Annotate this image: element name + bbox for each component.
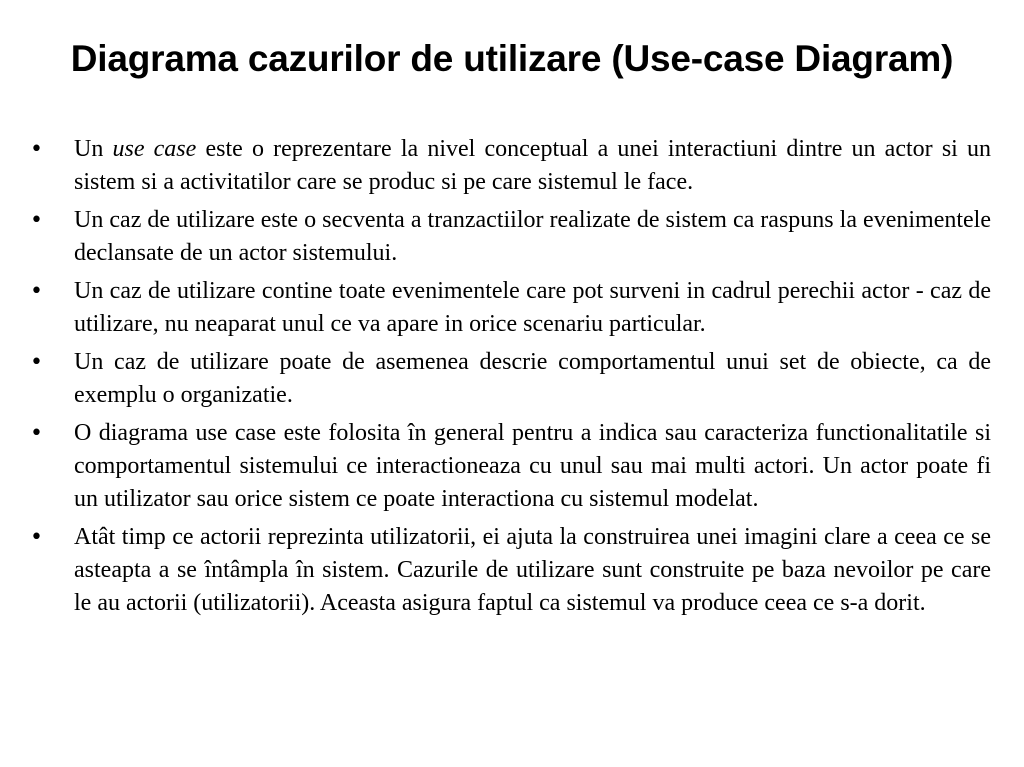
bullet-text-1-prefix: Un	[74, 136, 113, 162]
bullet-text-3: Un caz de utilizare contine toate evenimentele care pot surveni in cadrul perechii actor - caz de utilizare, nu neaparat unul ce va apare in orice scenariu particular.	[74, 278, 991, 337]
bullet-dot-icon: •	[30, 525, 43, 550]
bullet-text-6: Atât timp ce actorii reprezinta utilizatorii, ei ajuta la construirea unei imagini clare a ceea ce se asteapta a se întâmpla în sistem. Cazurile de utilizare sunt construite pe baza nevoilor pe care le au actorii (utilizatorii). Aceasta asigura faptul ca sistemul va produce ceea ce s-a dorit.	[74, 524, 991, 616]
bullet-text-1-rest: este o reprezentare la nivel conceptual a unei interactiuni dintre un actor si un sistem si a activitatilor care se produc si pe care sistemul le face.	[74, 136, 991, 195]
bullet-item-1	[30, 133, 991, 199]
bullet-text-4: Un caz de utilizare poate de asemenea descrie comportamentul unui set de obiecte, ca de exemplu o organizatie.	[74, 349, 991, 408]
slide-title: Diagrama cazurilor de utilizare (Use-case Diagram)	[70, 38, 954, 79]
bullet-text-1-emphasis: use case	[112, 136, 197, 162]
bullet-item-4	[30, 346, 991, 412]
bullet-list	[30, 133, 991, 625]
bullet-dot-icon: •	[30, 421, 43, 446]
bullet-item-3	[30, 275, 991, 341]
bullet-dot-icon: •	[30, 350, 43, 375]
bullet-dot-icon: •	[30, 208, 43, 233]
bullet-text-1	[74, 136, 991, 195]
bullet-item-6	[30, 521, 991, 620]
bullet-dot-icon: •	[30, 137, 43, 162]
bullet-item-5	[30, 417, 991, 516]
bullet-text-5: O diagrama use case este folosita în general pentru a indica sau caracteriza functionalitatile si comportamentul sistemului ce interactioneaza cu unul sau mai multi actori. Un actor poate fi un utilizator sau orice sistem ce poate interactiona cu sistemul modelat.	[74, 420, 991, 512]
bullet-item-2	[30, 204, 991, 270]
bullet-text-2: Un caz de utilizare este o secventa a tranzactiilor realizate de sistem ca raspuns la evenimentele declansate de un actor sistemului.	[74, 207, 991, 266]
bullet-dot-icon: •	[30, 279, 43, 304]
